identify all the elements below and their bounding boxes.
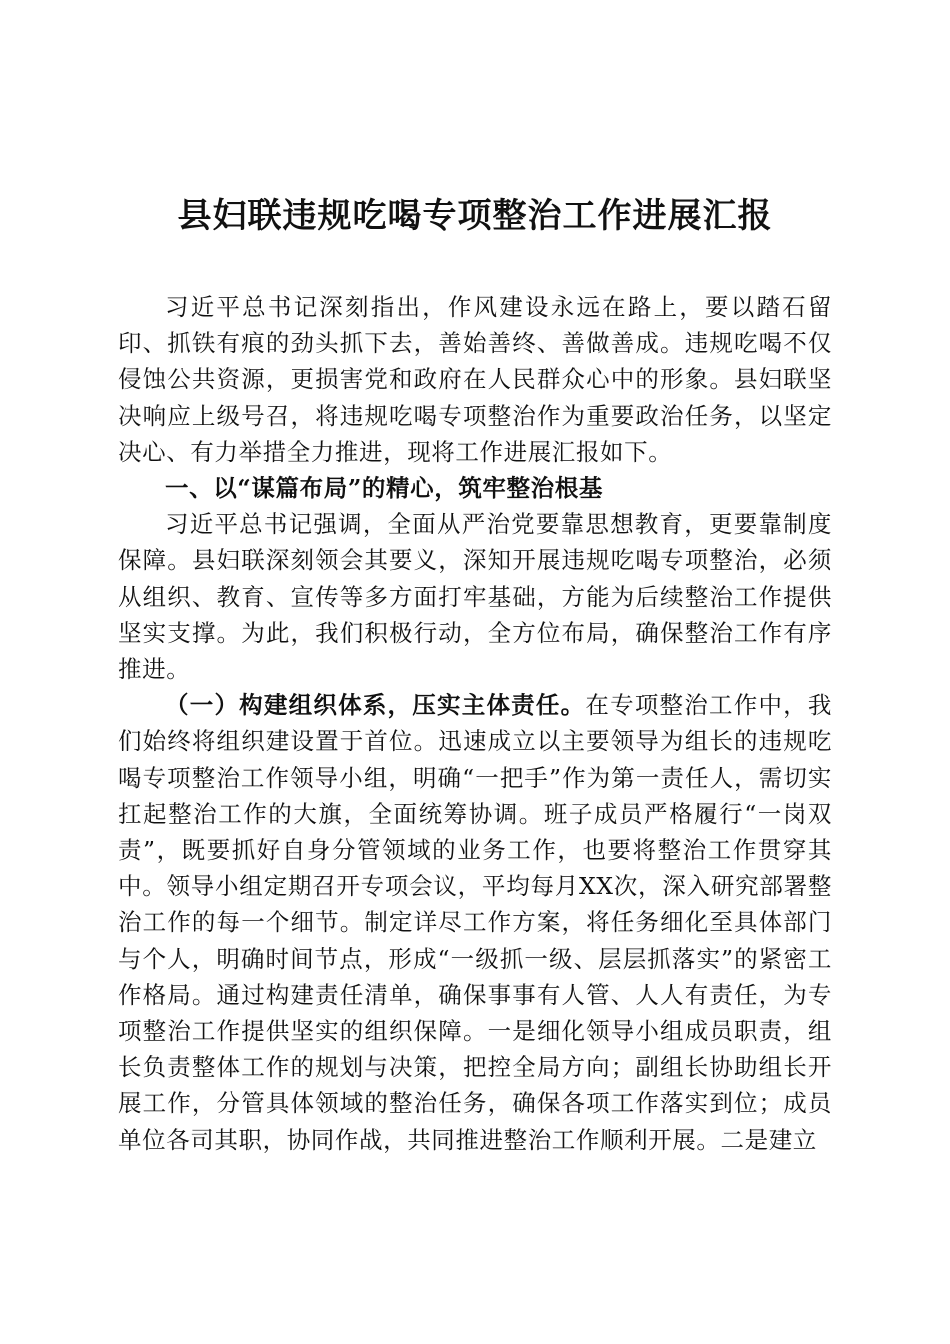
document-body [118,289,832,1158]
intro-paragraph: 习近平总书记深刻指出，作风建设永远在路上，要以踏石留印、抓铁有痕的劲头抓下去，善始善终、善做善成。违规吃喝不仅侵蚀公共资源，更损害党和政府在人民群众心中的形象。县妇联坚决响应上级号召，将违规吃喝专项整治作为重要政治任务，以坚定决心、有力举措全力推进，现将工作进展汇报如下。 [118,293,832,466]
section-1-paragraph: 习近平总书记强调，全面从严治党要靠思想教育，更要靠制度保障。县妇联深刻领会其要义，深知开展违规吃喝专项整治，必须从组织、教育、宣传等多方面打牢基础，方能为后续整治工作提供坚实支撑。为此，我们积极行动，全方位布局，确保整治工作有序推进。 [118,510,832,684]
subsection-1-paragraph [118,687,832,1158]
document-title: 县妇联违规吃喝专项整治工作进展汇报 [177,196,773,236]
section-heading-1: 一、以“谋篇布局”的精心，筑牢整治根基 [165,474,603,503]
subsection-1-lead: （一）构建组织体系，压实主体责任。 [165,691,586,720]
subsection-1-text: 在专项整治工作中，我们始终将组织建设置于首位。迅速成立以主要领导为组长的违规吃喝专项整治工作领导小组，明确“一把手”作为第一责任人，需切实扛起整治工作的大旗，全面统筹协调。班子成员严格履行“一岗双责”，既要抓好自身分管领域的业务工作，也要将整治工作贯穿其中。领导小组定期召开专项会议，平均每月XX次，深入研究部署整治工作的每一个细节。制定详尽工作方案，将任务细化至具体部门与个人，明确时间节点，形成“一级抓一级、层层抓落实”的紧密工作格局。通过构建责任清单，确保事事有人管、人人有责任，为专项整治工作提供坚实的组织保障。一是细化领导小组成员职责，组长负责整体工作的规划与决策，把控全局方向；副组长协助组长开展工作，分管具体领域的整治任务，确保各项工作落实到位；成员单位各司其职，协同作战，共同推进整治工作顺利开展。二是建立 [118,691,833,1154]
